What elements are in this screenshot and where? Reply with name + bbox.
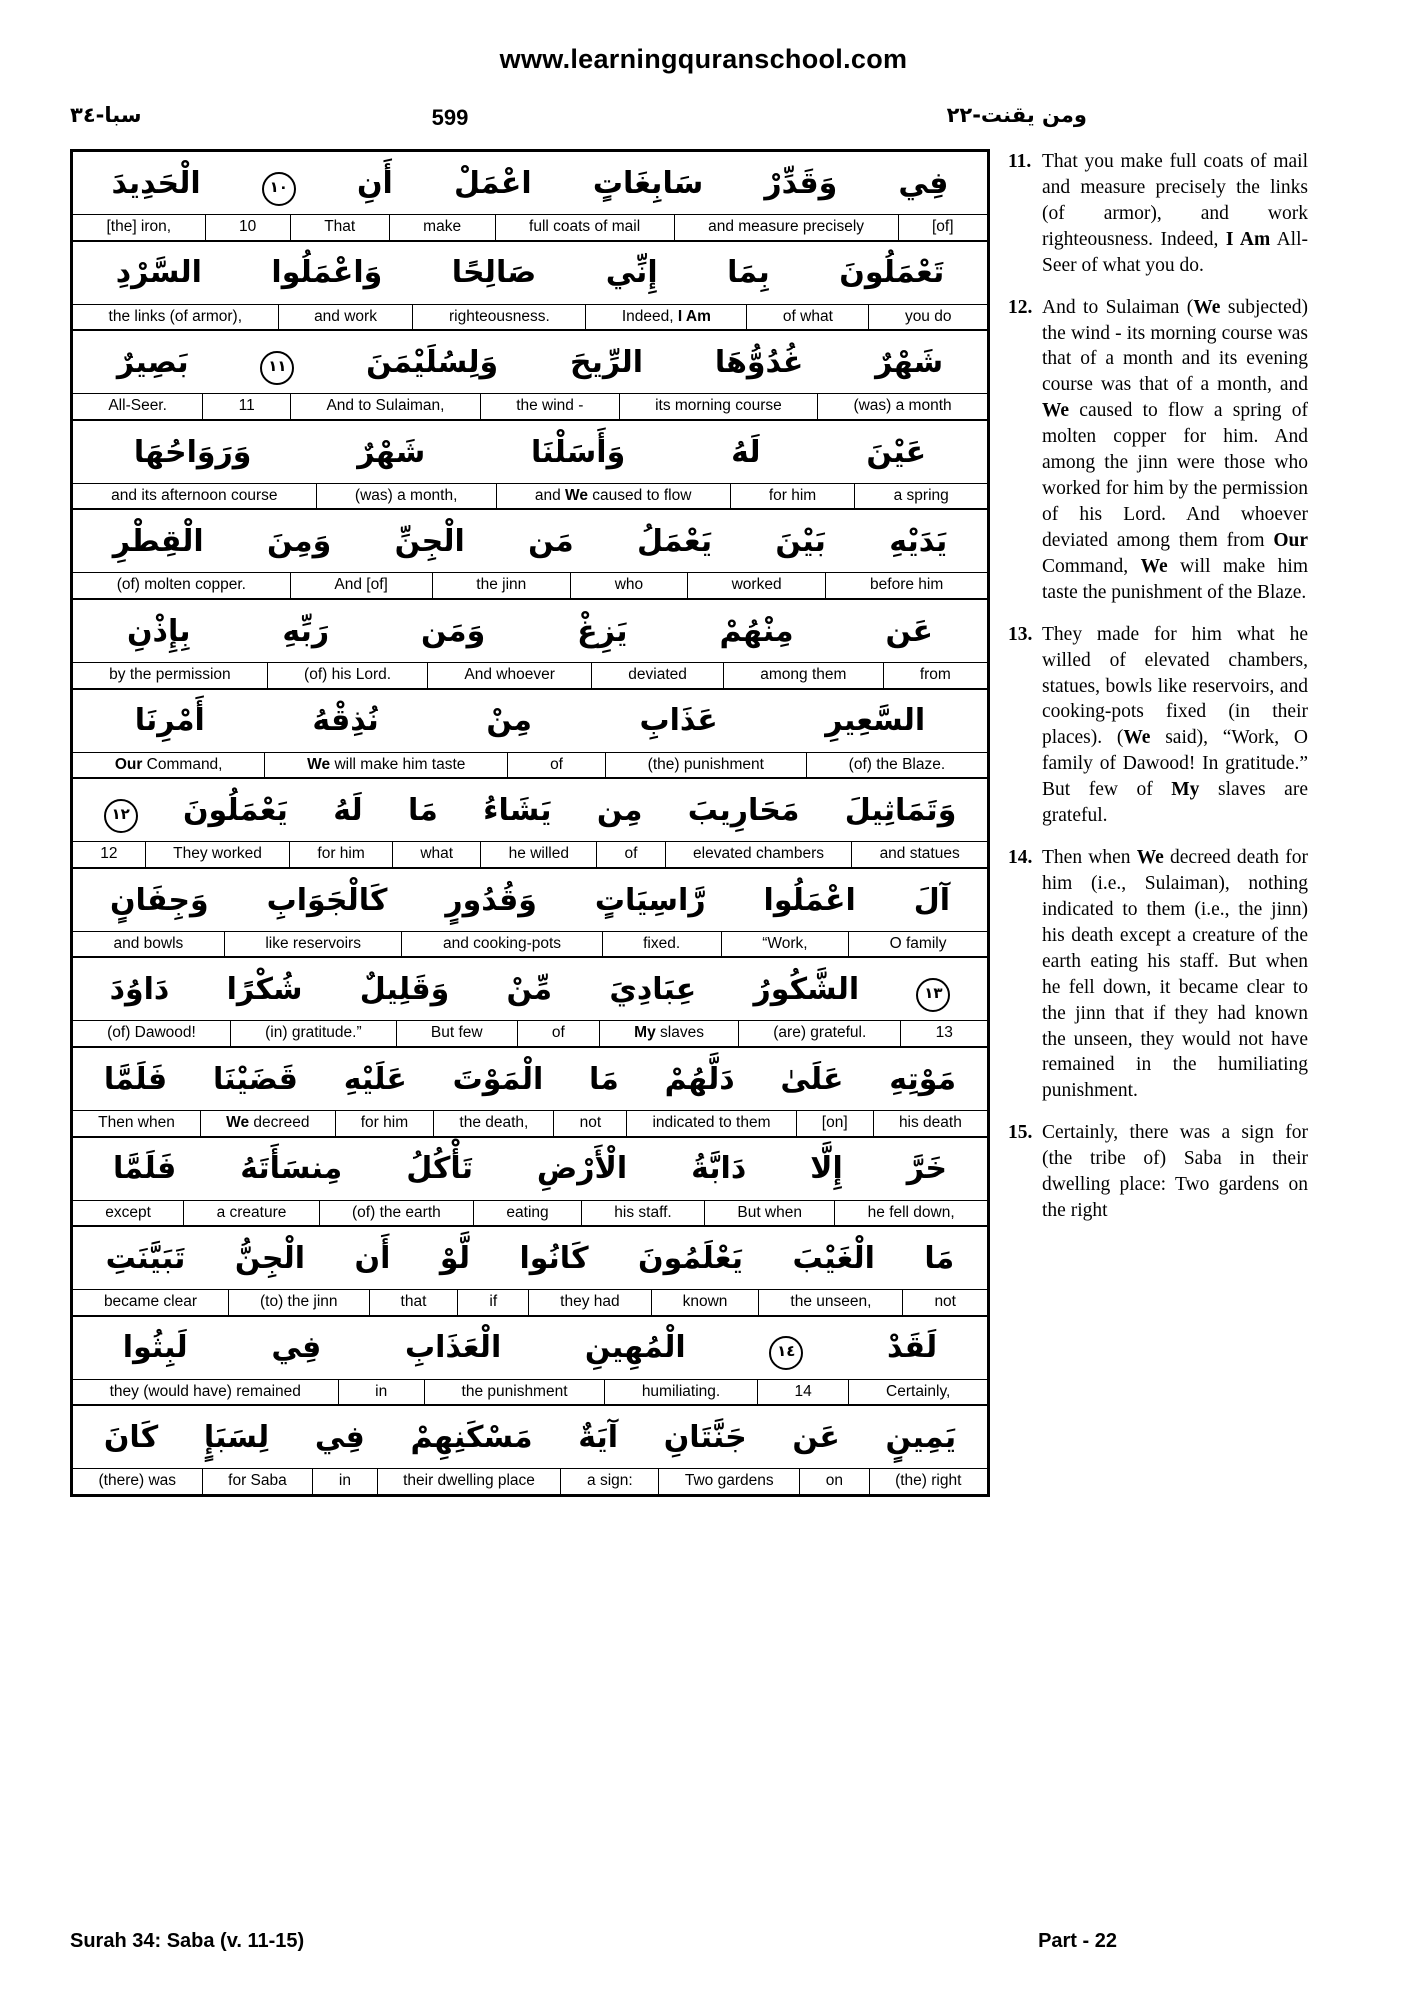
arabic-word: عَن (885, 613, 934, 649)
gloss-cell: [the] iron, (106, 218, 172, 235)
gloss-cell: a creature (183, 1201, 318, 1226)
translation-text: That you make full coats of mail and measure precisely the links (of armor), and work righteousness. Indeed, I Am All-Seer of what you do. (1042, 151, 1308, 276)
gloss-cell: And to Sulaiman, (290, 394, 480, 419)
arabic-word: قَضَيْنَا (212, 1061, 298, 1097)
gloss-cell: among them (723, 663, 883, 688)
translation-number: 14. (1008, 847, 1033, 869)
gloss-cell: 13 (900, 1021, 987, 1046)
gloss-cell: by the permission (109, 665, 231, 683)
gloss-cell: (of) Dawood! (107, 1024, 196, 1042)
gloss-cell: for Saba (202, 1469, 313, 1494)
gloss-cell: My slaves (599, 1021, 738, 1046)
gloss-cell: (of) the Blaze. (806, 753, 987, 778)
ayah-line (73, 421, 987, 511)
gloss-cell: righteousness. (412, 305, 585, 330)
translation-item (1008, 622, 1308, 829)
arabic-word: بِإِذْنِ (126, 613, 191, 649)
arabic-word: مَا (589, 1061, 619, 1097)
arabic-word: مِن (596, 792, 643, 828)
arabic-word: مَا (924, 1240, 955, 1276)
gloss-cell: “Work, (721, 932, 848, 957)
arabic-word: تَأْكُلُ (406, 1151, 473, 1187)
arabic-word: دَاوُدَ (109, 972, 170, 1008)
gloss-cell: they had (528, 1290, 650, 1315)
arabic-word: الْعَذَابِ (404, 1330, 502, 1366)
translation-item (1008, 295, 1308, 606)
arabic-word: وَمَن (421, 613, 486, 649)
gloss-cell: 11 (202, 394, 290, 419)
ayah-number: ١٤ (769, 1336, 803, 1370)
arabic-word: مَحَارِيبَ (687, 792, 800, 828)
ayah-number-badge (231, 163, 326, 206)
gloss-cell: before him (825, 573, 987, 598)
gloss-cell: But few (396, 1021, 517, 1046)
arabic-word: مِنسَأَتَهُ (240, 1151, 343, 1187)
ayah-number-badge (81, 790, 160, 833)
arabic-word: الْغَيْبَ (792, 1240, 875, 1276)
gloss-cell: O family (848, 932, 987, 957)
translation-text: Certainly, there was a sign for (the tribe of) Saba in their dwelling place: Two gardens on the right (1042, 1122, 1308, 1222)
arabic-word: آلَ (913, 882, 951, 918)
translation-text: Then when We decreed death for him (i.e., Sulaiman), nothing indicated to them (i.e., the jinn) his death except a creature of the earth eating his staff. But when he fell down, it became clear to the jinn that if they had known the unseen, they would not have remained in the humiliating punishment. (1042, 847, 1308, 1102)
gloss-cell: That (290, 215, 389, 240)
gloss-cell: known (651, 1290, 759, 1315)
quran-page (0, 44, 1407, 2005)
arabic-word: أَمْرِنَا (134, 703, 205, 739)
gloss-row (73, 483, 987, 509)
gloss-row (73, 1110, 987, 1136)
gloss-cell: We decreed (200, 1111, 335, 1136)
gloss-row (73, 752, 987, 778)
gloss-cell: and statues (851, 842, 987, 867)
footer-part-info: Part - 22 (1038, 1930, 1117, 1952)
gloss-row (73, 393, 987, 419)
gloss-cell: (in) gratitude.” (230, 1021, 396, 1046)
arabic-word: وَقَلِيلٌ (359, 972, 450, 1008)
arabic-row (73, 1317, 987, 1379)
gloss-cell: if (457, 1290, 528, 1315)
ayah-number-badge (225, 342, 331, 385)
arabic-word: جَنَّتَانِ (663, 1420, 747, 1456)
gloss-cell: he fell down, (834, 1201, 987, 1226)
arabic-word: يَدَيْهِ (889, 524, 948, 560)
gloss-cell: of (517, 1021, 599, 1046)
arabic-word: يَعْمَلُونَ (182, 792, 288, 828)
gloss-cell: and We caused to flow (496, 484, 730, 509)
gloss-row (73, 1379, 987, 1405)
gloss-cell: 12 (100, 845, 118, 863)
arabic-row (73, 1227, 987, 1289)
gloss-cell: they (would have) remained (109, 1382, 301, 1400)
arabic-word: عَن (792, 1420, 840, 1456)
translation-number: 13. (1008, 623, 1033, 645)
gloss-cell: And [of] (290, 573, 432, 598)
translation-number: 11. (1008, 151, 1032, 172)
gloss-cell: the links (of armor), (108, 307, 243, 325)
gloss-row (73, 1020, 987, 1046)
arabic-word: خَرَّ (906, 1151, 948, 1187)
arabic-word: يَشَاءُ (483, 792, 552, 828)
gloss-cell: They worked (145, 842, 289, 867)
gloss-cell: full coats of mail (495, 215, 674, 240)
gloss-cell: All-Seer. (108, 397, 167, 415)
quran-word-by-word-table (70, 149, 990, 1497)
juz-name-arabic: ومن يقنت-٢٢ (946, 103, 1087, 127)
arabic-word: يَمِينٍ (885, 1420, 957, 1456)
arabic-word: غُدُوُّهَا (714, 344, 804, 380)
gloss-cell: the wind - (480, 394, 619, 419)
gloss-cell: and measure precisely (674, 215, 898, 240)
ayah-number: ١٠ (262, 172, 296, 206)
gloss-cell: from (883, 663, 987, 688)
translation-number: 15. (1008, 1122, 1033, 1144)
translation-item (1008, 1120, 1308, 1224)
gloss-cell: (of) his Lord. (267, 663, 427, 688)
gloss-cell: its morning course (619, 394, 817, 419)
arabic-word: وَلِسُلَيْمَنَ (366, 344, 499, 380)
gloss-cell: a sign: (560, 1469, 658, 1494)
gloss-row (73, 572, 987, 598)
arabic-row (73, 421, 987, 483)
gloss-cell: who (570, 573, 687, 598)
arabic-word: يَعْلَمُونَ (638, 1240, 743, 1276)
ayah-number-badge (888, 969, 979, 1012)
arabic-word: دَابَّةُ (691, 1151, 747, 1187)
ayah-line (73, 1227, 987, 1317)
arabic-word: لَهُ (333, 792, 363, 828)
gloss-cell: (of) the earth (319, 1201, 473, 1226)
gloss-cell: in (312, 1469, 376, 1494)
arabic-word: الْأَرْضِ (536, 1151, 628, 1187)
gloss-cell: (the) punishment (605, 753, 806, 778)
arabic-word: السَّرْدِ (115, 255, 202, 291)
ayah-line (73, 242, 987, 332)
arabic-word: آيَةٌ (578, 1420, 619, 1456)
ayah-number-badge (727, 1327, 845, 1370)
gloss-row (73, 1468, 987, 1494)
gloss-cell: eating (473, 1201, 581, 1226)
page-header (70, 103, 1337, 143)
arabic-word: الْجِنُّ (234, 1240, 306, 1276)
arabic-row (73, 958, 987, 1020)
gloss-cell: (of) molten copper. (116, 576, 246, 594)
arabic-word: لَبِثُوا (122, 1330, 188, 1366)
arabic-word: مِّنْ (506, 972, 553, 1008)
gloss-cell: 10 (205, 215, 290, 240)
site-url: www.learningquranschool.com (499, 44, 908, 74)
page-footer (70, 1930, 1337, 1953)
gloss-cell: and bowls (113, 934, 184, 952)
arabic-word: بَيْنَ (775, 524, 826, 560)
gloss-cell: not (553, 1111, 626, 1136)
arabic-row (73, 331, 987, 393)
arabic-word: الْقِطْرِ (112, 524, 204, 560)
arabic-word: فَلَمَّا (103, 1061, 168, 1097)
gloss-cell: his staff. (581, 1201, 704, 1226)
gloss-row (73, 931, 987, 957)
gloss-cell: you do (868, 305, 987, 330)
arabic-row (73, 690, 987, 752)
gloss-cell: he willed (480, 842, 596, 867)
arabic-word: عَلَيْهِ (343, 1061, 407, 1097)
arabic-word: وَجِفَانٍ (109, 882, 209, 918)
ayah-line (73, 1406, 987, 1494)
arabic-word: تَبَيَّنَتِ (105, 1240, 186, 1276)
gloss-cell: that (369, 1290, 458, 1315)
gloss-cell: elevated chambers (665, 842, 852, 867)
arabic-word: مَسْكَنِهِمْ (410, 1420, 533, 1456)
arabic-word: رَبِّهِ (282, 613, 330, 649)
ayah-line (73, 1048, 987, 1138)
gloss-cell: like reservoirs (224, 932, 402, 957)
arabic-row (73, 1048, 987, 1110)
ayah-line (73, 600, 987, 690)
arabic-word: عَيْنَ (866, 434, 927, 470)
gloss-cell: for him (335, 1111, 434, 1136)
arabic-word: فِي (271, 1330, 322, 1366)
gloss-cell: worked (687, 573, 825, 598)
gloss-cell: a spring (854, 484, 987, 509)
arabic-row (73, 1138, 987, 1200)
arabic-word: الْمَوْتَ (452, 1061, 544, 1097)
arabic-word: سَابِغَاتٍ (592, 165, 704, 201)
arabic-word: لَّوْ (439, 1240, 470, 1276)
gloss-cell: We will make him taste (264, 753, 507, 778)
gloss-cell: not (902, 1290, 987, 1315)
surah-name-arabic: سبا-٣٤ (70, 103, 142, 127)
arabic-word: وَمِنَ (267, 524, 332, 560)
ayah-number: ١٢ (104, 799, 138, 833)
arabic-word: عِبَادِيَ (609, 972, 697, 1008)
ayah-line (73, 331, 987, 421)
gloss-cell: indicated to them (626, 1111, 795, 1136)
gloss-cell: deviated (591, 663, 723, 688)
gloss-cell: and its afternoon course (111, 486, 278, 504)
gloss-cell: of what (746, 305, 868, 330)
gloss-cell: (are) grateful. (738, 1021, 900, 1046)
gloss-cell: of (596, 842, 665, 867)
gloss-cell: the punishment (424, 1380, 604, 1405)
gloss-cell: of (507, 753, 605, 778)
arabic-word: مَا (407, 792, 438, 828)
gloss-cell: and work (278, 305, 413, 330)
arabic-word: يَزِغْ (577, 613, 628, 649)
arabic-row (73, 152, 987, 214)
arabic-word: عَذَابِ (639, 703, 718, 739)
arabic-word: وَرَوَاحُهَا (133, 434, 252, 470)
translation-number: 12. (1008, 296, 1033, 318)
arabic-word: وَتَمَاثِيلَ (844, 792, 957, 828)
ayah-line (73, 869, 987, 959)
arabic-word: نُذِقْهُ (312, 703, 379, 739)
gloss-cell: And whoever (427, 663, 591, 688)
ayah-line (73, 690, 987, 780)
ayah-number: ١٣ (916, 978, 950, 1012)
arabic-word: شَهْرٌ (875, 344, 944, 380)
gloss-cell: (there) was (98, 1472, 177, 1490)
translation-text: They made for him what he willed of elevated chambers, statues, bowls like reservoirs, and cooking-pots fixed (in their places). (We said), “Work, O family of Dawood! In gratitude.” But few of My slaves are grateful. (1042, 623, 1308, 827)
gloss-row (73, 304, 987, 330)
footer-surah-info: Surah 34: Saba (v. 11-15) (70, 1930, 305, 1952)
gloss-cell: [on] (796, 1111, 873, 1136)
ayah-line (73, 779, 987, 869)
arabic-row (73, 242, 987, 304)
gloss-cell: make (389, 215, 495, 240)
translation-text: And to Sulaiman (We subjected) the wind - its morning course was that of a month and its evening course was that of a month, and We caused to flow a spring of molten copper for him. And among the jinn were those who worked for him by the permission of his Lord. And whoever deviated among them from Our Command, We will make him taste the punishment of the Blaze. (1042, 296, 1308, 603)
ayah-line (73, 1138, 987, 1228)
gloss-cell: fixed. (602, 932, 721, 957)
arabic-word: الْجِنِّ (394, 524, 465, 560)
page-content (70, 149, 1337, 1497)
ayah-line (73, 510, 987, 600)
arabic-word: الشَّكُورُ (753, 972, 860, 1008)
gloss-cell: humiliating. (604, 1380, 757, 1405)
arabic-word: اعْمَلُوا (763, 882, 856, 918)
gloss-cell: [of] (898, 215, 987, 240)
gloss-cell: on (799, 1469, 868, 1494)
arabic-word: الْحَدِيدَ (111, 165, 201, 201)
gloss-row (73, 1289, 987, 1315)
arabic-word: كَانُوا (519, 1240, 589, 1276)
ayah-line (73, 958, 987, 1048)
arabic-word: مَوْتِهِ (889, 1061, 957, 1097)
arabic-word: بِمَا (727, 255, 770, 291)
arabic-row (73, 600, 987, 662)
gloss-cell: (to) the jinn (228, 1290, 369, 1315)
arabic-word: كَالْجَوَابِ (266, 882, 388, 918)
arabic-word: مِنْهُمْ (719, 613, 794, 649)
gloss-row (73, 214, 987, 240)
arabic-word: أَن (354, 1240, 391, 1276)
gloss-cell: Certainly, (848, 1380, 987, 1405)
arabic-word: الرِّيحَ (569, 344, 644, 380)
gloss-cell: the jinn (432, 573, 570, 598)
translation-sidebar (1008, 149, 1308, 1240)
gloss-row (73, 1200, 987, 1226)
gloss-cell: (was) a month, (316, 484, 496, 509)
arabic-row (73, 1406, 987, 1468)
arabic-word: فِي (314, 1420, 365, 1456)
gloss-cell: their dwelling place (377, 1469, 561, 1494)
arabic-word: أَنِ (356, 165, 393, 201)
gloss-cell: Two gardens (658, 1469, 799, 1494)
translation-item (1008, 149, 1308, 279)
gloss-row (73, 662, 987, 688)
ayah-line (73, 1317, 987, 1407)
page-number: 599 (431, 105, 469, 130)
gloss-cell: became clear (103, 1293, 197, 1311)
arabic-word: وَقُدُورٍ (445, 882, 537, 918)
gloss-cell: what (392, 842, 480, 867)
ayah-line (73, 152, 987, 242)
gloss-row (73, 841, 987, 867)
arabic-word: مَن (528, 524, 574, 560)
arabic-row (73, 510, 987, 572)
gloss-cell: the death, (433, 1111, 553, 1136)
gloss-cell: (the) right (869, 1469, 987, 1494)
gloss-cell: his death (873, 1111, 987, 1136)
ayah-number: ١١ (260, 351, 294, 385)
arabic-word: لَقَدْ (886, 1330, 938, 1366)
gloss-cell: 14 (757, 1380, 849, 1405)
gloss-cell: for him (730, 484, 855, 509)
arabic-word: عَلَىٰ (780, 1061, 844, 1097)
arabic-word: شُكْرًا (226, 972, 303, 1008)
arabic-word: إِلَّا (810, 1151, 843, 1187)
arabic-word: السَّعِيرِ (825, 703, 926, 739)
gloss-cell: and cooking-pots (401, 932, 601, 957)
arabic-word: لِسَبَإٍ (203, 1420, 270, 1456)
translation-item (1008, 845, 1308, 1104)
gloss-cell: (was) a month (817, 394, 987, 419)
arabic-word: إِنِّي (605, 255, 658, 291)
gloss-cell: Indeed, I Am (585, 305, 746, 330)
arabic-word: رَّاسِيَاتٍ (594, 882, 706, 918)
gloss-cell: Then when (98, 1113, 175, 1131)
arabic-word: تَعْمَلُونَ (839, 255, 945, 291)
arabic-word: مِنْ (486, 703, 532, 739)
arabic-word: دَلَّهُمْ (664, 1061, 735, 1097)
arabic-word: وَأَسَلْنَا (531, 434, 626, 470)
arabic-word: اعْمَلْ (454, 165, 532, 201)
gloss-cell: Our Command, (114, 755, 223, 773)
arabic-row (73, 869, 987, 931)
arabic-word: وَاعْمَلُوا (271, 255, 383, 291)
arabic-word: فَلَمَّا (112, 1151, 177, 1187)
arabic-word: يَعْمَلُ (637, 524, 713, 560)
gloss-cell: in (338, 1380, 424, 1405)
arabic-word: فِي (898, 165, 949, 201)
arabic-word: صَالِحًا (451, 255, 537, 291)
arabic-row (73, 779, 987, 841)
arabic-word: وَقَدِّرْ (764, 165, 838, 201)
gloss-cell: except (105, 1203, 151, 1221)
gloss-cell: for him (289, 842, 392, 867)
arabic-word: كَانَ (103, 1420, 159, 1456)
gloss-cell: the unseen, (758, 1290, 902, 1315)
gloss-cell: But when (704, 1201, 834, 1226)
arabic-word: شَهْرٌ (357, 434, 426, 470)
arabic-word: بَصِيرٌ (116, 344, 189, 380)
arabic-word: الْمُهِينِ (584, 1330, 686, 1366)
arabic-word: لَهُ (731, 434, 761, 470)
